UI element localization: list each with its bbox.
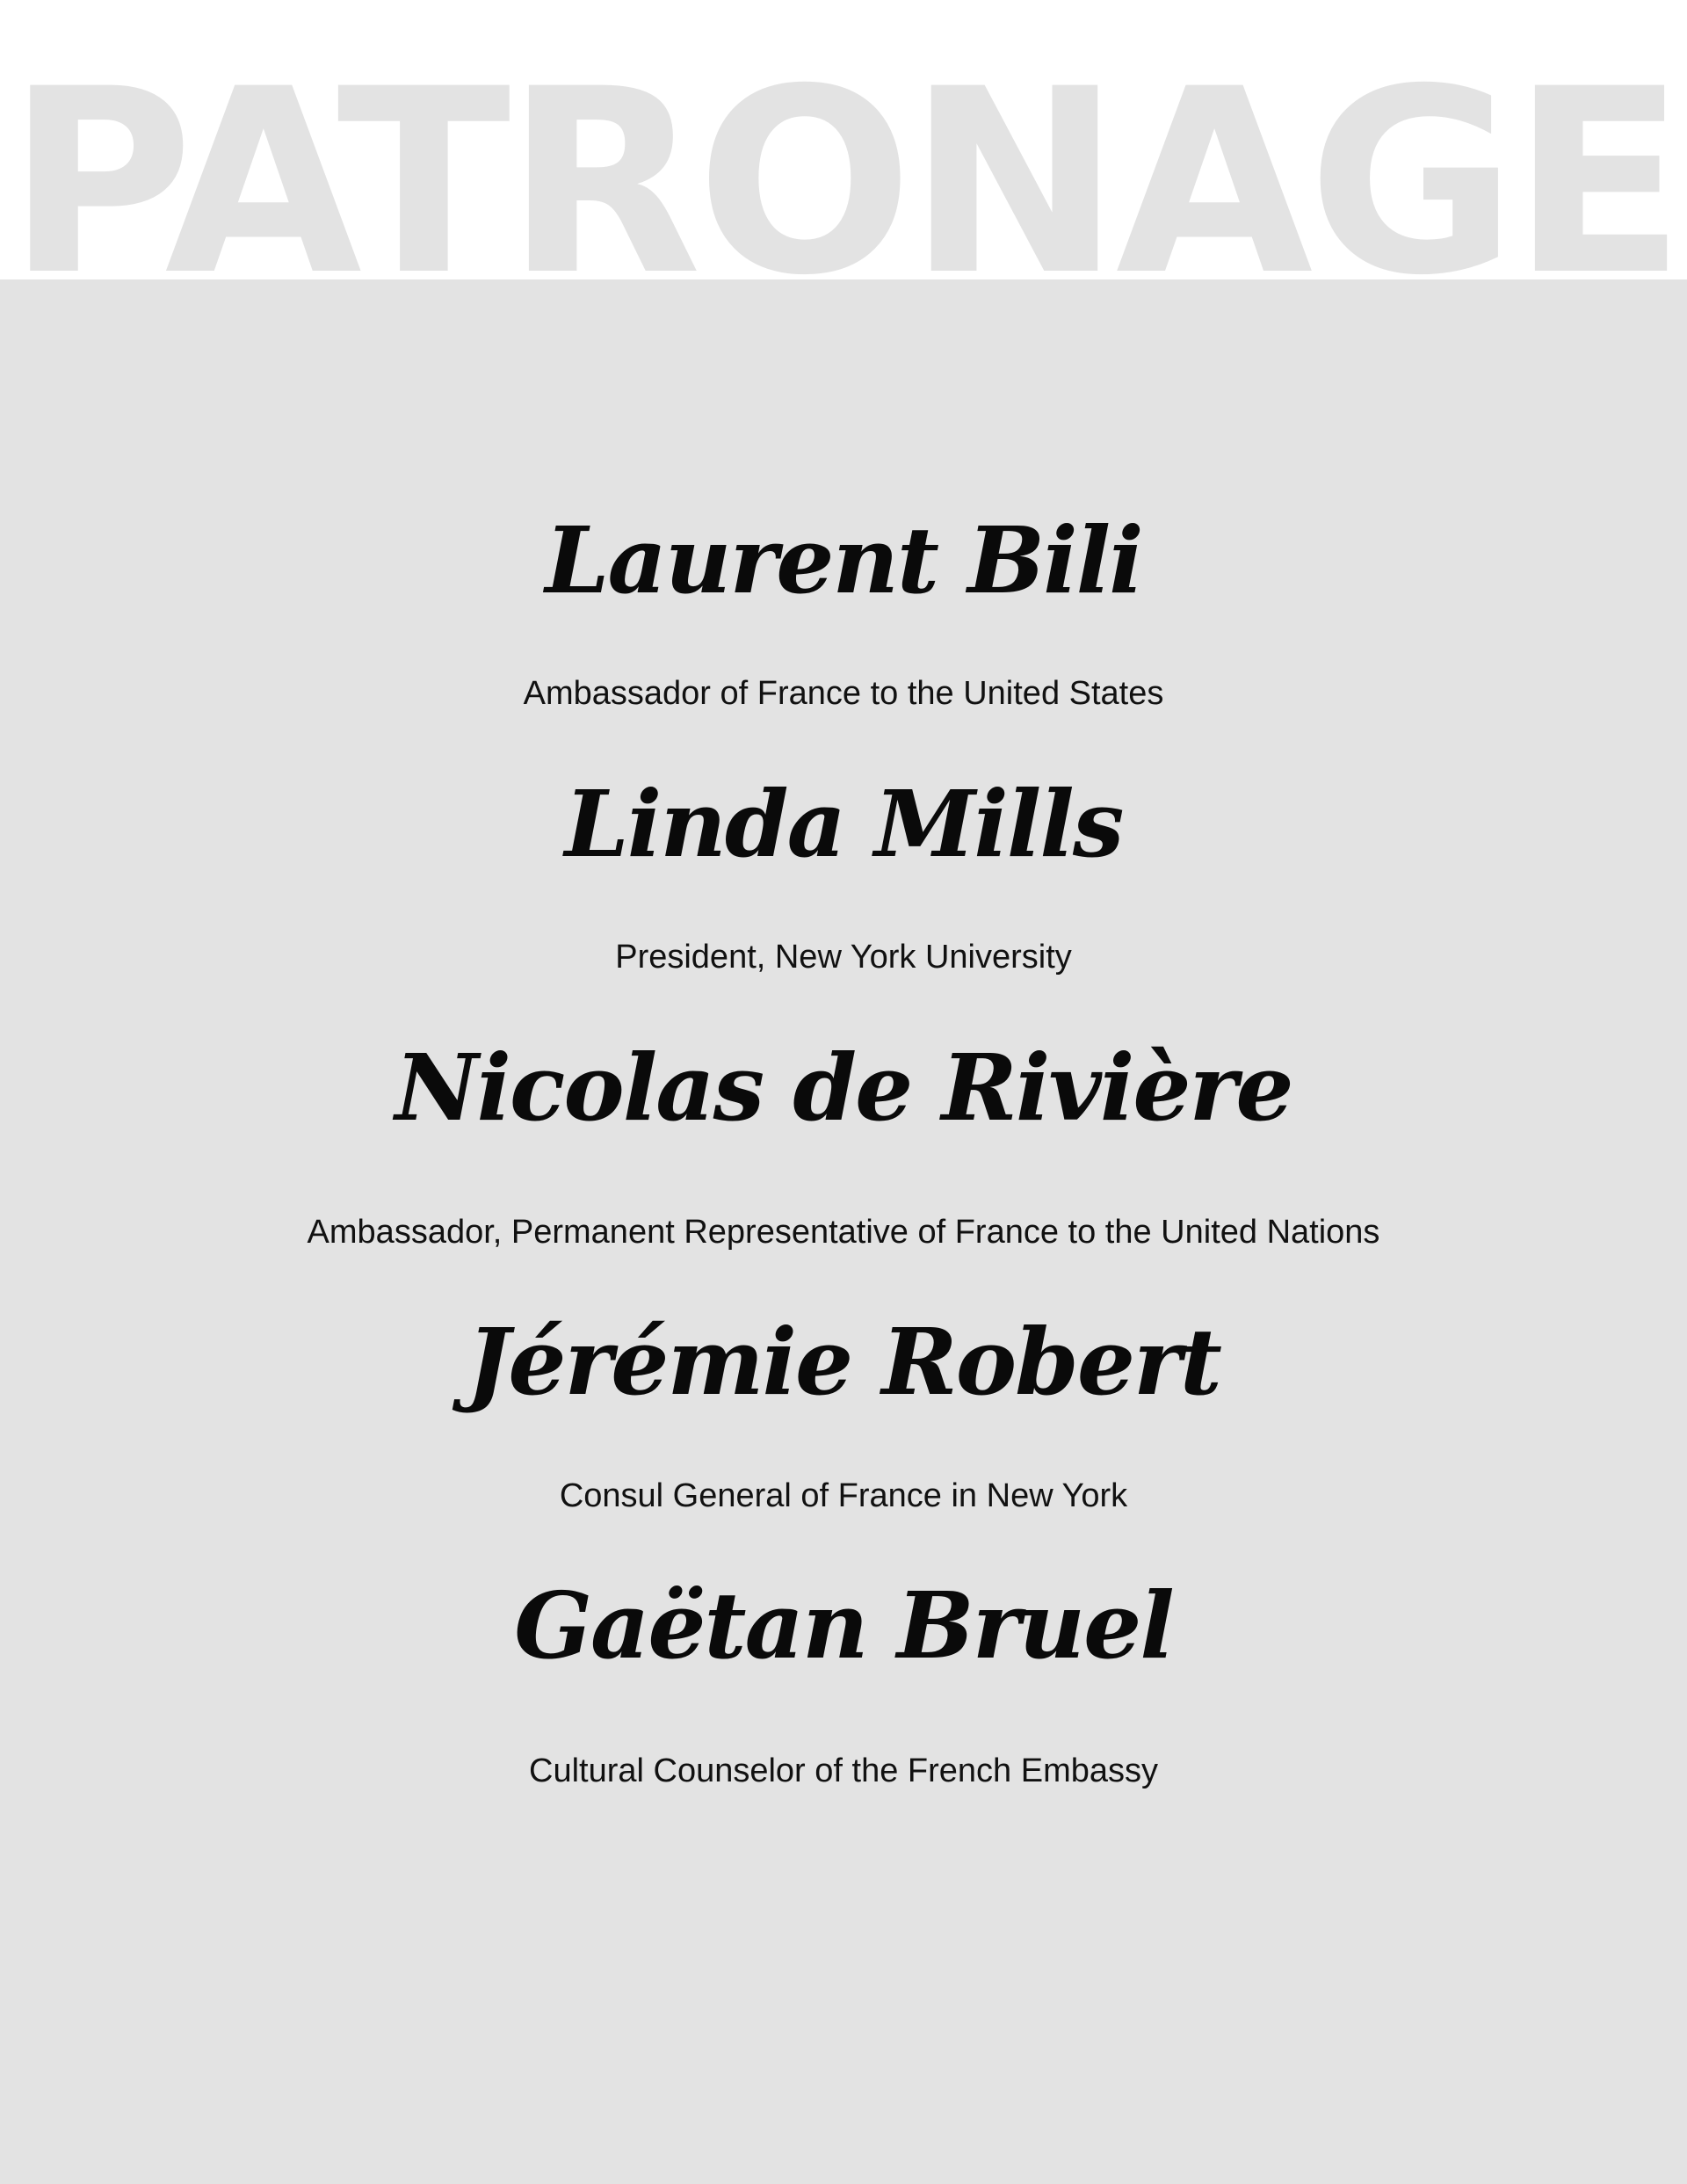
patron-name: Jérémie Robert xyxy=(467,1308,1220,1416)
patron-name: Nicolas de Rivière xyxy=(395,1034,1292,1142)
patron-role: Consul General of France in New York xyxy=(559,1477,1128,1514)
patron-name: Laurent Bili xyxy=(545,506,1142,614)
patron-role: Ambassador, Permanent Representative of France to the United Nations xyxy=(307,1214,1380,1251)
patron-name: Gaëtan Bruel xyxy=(514,1571,1173,1680)
patron-role: Cultural Counselor of the French Embassy xyxy=(529,1752,1158,1789)
patron-role: Ambassador of France to the United States xyxy=(523,675,1164,712)
patron-name: Linda Mills xyxy=(564,770,1123,878)
patronage-panel xyxy=(0,279,1687,2184)
patron-role: President, New York University xyxy=(615,939,1072,976)
page-header xyxy=(0,0,1687,279)
page-title: PATRONAGE xyxy=(6,35,1681,279)
